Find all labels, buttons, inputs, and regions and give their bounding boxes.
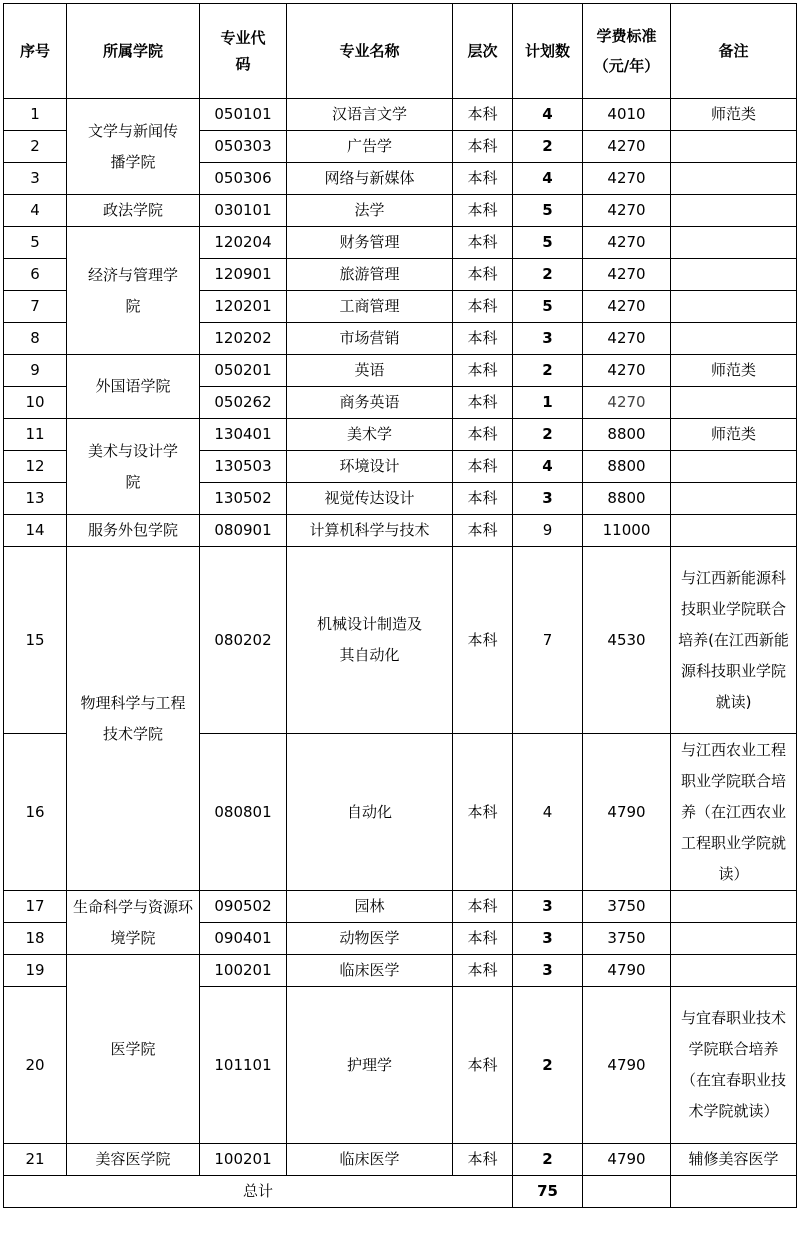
total-value: 75	[513, 1176, 583, 1208]
table-row	[4, 955, 797, 987]
header-row	[4, 4, 797, 99]
cell-code: 120901	[200, 259, 287, 291]
cell-note: 师范类	[671, 99, 797, 131]
cell-level: 本科	[453, 515, 513, 547]
enrollment-plan-table	[3, 3, 797, 1208]
cell-major: 汉语言文学	[287, 99, 453, 131]
table-row	[4, 891, 797, 923]
cell-level: 本科	[453, 195, 513, 227]
cell-note: 师范类	[671, 355, 797, 387]
table-row	[4, 547, 797, 734]
cell-code: 120202	[200, 323, 287, 355]
header-fee: 学费标准（元/年）	[583, 4, 671, 99]
cell-code: 050262	[200, 387, 287, 419]
cell-code: 120201	[200, 291, 287, 323]
cell-major: 环境设计	[287, 451, 453, 483]
cell-code: 080901	[200, 515, 287, 547]
cell-seq: 10	[4, 387, 67, 419]
cell-note	[671, 387, 797, 419]
header-note: 备注	[671, 4, 797, 99]
cell-fee: 4270	[583, 355, 671, 387]
cell-college: 美容医学院	[67, 1144, 200, 1176]
cell-note	[671, 163, 797, 195]
cell-note	[671, 515, 797, 547]
cell-seq: 4	[4, 195, 67, 227]
cell-level: 本科	[453, 955, 513, 987]
cell-level: 本科	[453, 355, 513, 387]
cell-fee: 4270	[583, 387, 671, 419]
cell-seq: 2	[4, 131, 67, 163]
cell-code: 130503	[200, 451, 287, 483]
cell-fee: 4790	[583, 1144, 671, 1176]
cell-plan: 2	[513, 355, 583, 387]
cell-major: 临床医学	[287, 1144, 453, 1176]
header-seq: 序号	[4, 4, 67, 99]
cell-college: 物理科学与工程技术学院	[67, 547, 200, 891]
cell-note	[671, 483, 797, 515]
cell-level: 本科	[453, 227, 513, 259]
cell-plan: 2	[513, 131, 583, 163]
header-code: 专业代码	[200, 4, 287, 99]
cell-major: 园林	[287, 891, 453, 923]
cell-note: 与江西新能源科技职业学院联合培养(在江西新能源科技职业学院就读)	[671, 547, 797, 734]
cell-plan: 2	[513, 1144, 583, 1176]
cell-college: 医学院	[67, 955, 200, 1144]
cell-note: 与宜春职业技术学院联合培养（在宜春职业技术学院就读）	[671, 987, 797, 1144]
cell-major: 动物医学	[287, 923, 453, 955]
cell-level: 本科	[453, 99, 513, 131]
cell-code: 100201	[200, 1144, 287, 1176]
cell-code: 050201	[200, 355, 287, 387]
cell-plan: 4	[513, 163, 583, 195]
table-row	[4, 515, 797, 547]
cell-major: 计算机科学与技术	[287, 515, 453, 547]
cell-level: 本科	[453, 891, 513, 923]
cell-fee: 4270	[583, 227, 671, 259]
cell-note-empty	[671, 1176, 797, 1208]
header-college: 所属学院	[67, 4, 200, 99]
cell-plan: 2	[513, 419, 583, 451]
cell-plan: 4	[513, 451, 583, 483]
cell-major: 市场营销	[287, 323, 453, 355]
cell-plan: 3	[513, 955, 583, 987]
cell-fee: 4790	[583, 987, 671, 1144]
cell-plan: 5	[513, 291, 583, 323]
cell-level: 本科	[453, 419, 513, 451]
cell-seq: 14	[4, 515, 67, 547]
table-row	[4, 1144, 797, 1176]
cell-fee: 8800	[583, 419, 671, 451]
cell-code: 050306	[200, 163, 287, 195]
cell-code: 120204	[200, 227, 287, 259]
cell-note	[671, 323, 797, 355]
table-row	[4, 355, 797, 387]
cell-note	[671, 131, 797, 163]
cell-seq: 3	[4, 163, 67, 195]
cell-fee: 4530	[583, 547, 671, 734]
cell-seq: 15	[4, 547, 67, 734]
cell-college: 生命科学与资源环境学院	[67, 891, 200, 955]
total-row	[4, 1176, 797, 1208]
cell-seq: 9	[4, 355, 67, 387]
cell-fee: 4270	[583, 323, 671, 355]
cell-plan: 5	[513, 227, 583, 259]
cell-fee: 4270	[583, 195, 671, 227]
cell-level: 本科	[453, 547, 513, 734]
cell-seq: 16	[4, 734, 67, 891]
header-level: 层次	[453, 4, 513, 99]
cell-fee: 8800	[583, 483, 671, 515]
cell-code: 130502	[200, 483, 287, 515]
cell-college: 政法学院	[67, 195, 200, 227]
cell-seq: 1	[4, 99, 67, 131]
cell-fee: 4270	[583, 291, 671, 323]
table-row	[4, 195, 797, 227]
cell-seq: 20	[4, 987, 67, 1144]
cell-major: 临床医学	[287, 955, 453, 987]
cell-major: 自动化	[287, 734, 453, 891]
cell-major: 护理学	[287, 987, 453, 1144]
cell-fee: 4270	[583, 131, 671, 163]
cell-code: 080801	[200, 734, 287, 891]
header-plan: 计划数	[513, 4, 583, 99]
cell-note	[671, 923, 797, 955]
cell-major: 机械设计制造及其自动化	[287, 547, 453, 734]
cell-seq: 21	[4, 1144, 67, 1176]
cell-level: 本科	[453, 1144, 513, 1176]
cell-plan: 3	[513, 923, 583, 955]
cell-seq: 6	[4, 259, 67, 291]
cell-fee: 3750	[583, 891, 671, 923]
cell-note: 师范类	[671, 419, 797, 451]
cell-level: 本科	[453, 323, 513, 355]
table-row	[4, 227, 797, 259]
cell-code: 090502	[200, 891, 287, 923]
cell-level: 本科	[453, 483, 513, 515]
cell-major: 广告学	[287, 131, 453, 163]
cell-major: 财务管理	[287, 227, 453, 259]
cell-note	[671, 227, 797, 259]
cell-major: 英语	[287, 355, 453, 387]
cell-level: 本科	[453, 387, 513, 419]
cell-fee: 8800	[583, 451, 671, 483]
cell-code: 130401	[200, 419, 287, 451]
cell-code: 080202	[200, 547, 287, 734]
cell-plan: 7	[513, 547, 583, 734]
cell-fee-empty	[583, 1176, 671, 1208]
cell-college: 外国语学院	[67, 355, 200, 419]
cell-seq: 5	[4, 227, 67, 259]
table-row	[4, 99, 797, 131]
cell-note	[671, 291, 797, 323]
cell-seq: 8	[4, 323, 67, 355]
cell-plan: 4	[513, 734, 583, 891]
cell-level: 本科	[453, 163, 513, 195]
cell-note	[671, 259, 797, 291]
cell-code: 030101	[200, 195, 287, 227]
cell-major: 视觉传达设计	[287, 483, 453, 515]
total-label: 总计	[4, 1176, 513, 1208]
table-row	[4, 419, 797, 451]
cell-fee: 4270	[583, 259, 671, 291]
cell-college: 文学与新闻传播学院	[67, 99, 200, 195]
cell-level: 本科	[453, 131, 513, 163]
cell-note	[671, 195, 797, 227]
cell-fee: 4790	[583, 734, 671, 891]
header-major: 专业名称	[287, 4, 453, 99]
cell-level: 本科	[453, 923, 513, 955]
cell-level: 本科	[453, 987, 513, 1144]
cell-fee: 3750	[583, 923, 671, 955]
cell-fee: 11000	[583, 515, 671, 547]
cell-seq: 11	[4, 419, 67, 451]
cell-plan: 3	[513, 891, 583, 923]
cell-note	[671, 891, 797, 923]
cell-plan: 3	[513, 483, 583, 515]
cell-plan: 9	[513, 515, 583, 547]
cell-level: 本科	[453, 734, 513, 891]
cell-seq: 18	[4, 923, 67, 955]
cell-seq: 17	[4, 891, 67, 923]
cell-plan: 4	[513, 99, 583, 131]
cell-fee: 4010	[583, 99, 671, 131]
cell-major: 美术学	[287, 419, 453, 451]
cell-major: 商务英语	[287, 387, 453, 419]
cell-major: 工商管理	[287, 291, 453, 323]
cell-code: 100201	[200, 955, 287, 987]
cell-seq: 7	[4, 291, 67, 323]
cell-code: 101101	[200, 987, 287, 1144]
cell-college: 服务外包学院	[67, 515, 200, 547]
cell-fee: 4790	[583, 955, 671, 987]
cell-major: 旅游管理	[287, 259, 453, 291]
cell-major: 法学	[287, 195, 453, 227]
cell-plan: 3	[513, 323, 583, 355]
cell-level: 本科	[453, 291, 513, 323]
cell-college: 经济与管理学院	[67, 227, 200, 355]
cell-seq: 19	[4, 955, 67, 987]
cell-note: 辅修美容医学	[671, 1144, 797, 1176]
cell-plan: 1	[513, 387, 583, 419]
cell-note	[671, 451, 797, 483]
cell-code: 090401	[200, 923, 287, 955]
cell-college: 美术与设计学院	[67, 419, 200, 515]
cell-fee: 4270	[583, 163, 671, 195]
cell-plan: 2	[513, 987, 583, 1144]
cell-note: 与江西农业工程职业学院联合培养（在江西农业工程职业学院就读）	[671, 734, 797, 891]
cell-code: 050101	[200, 99, 287, 131]
cell-seq: 12	[4, 451, 67, 483]
cell-seq: 13	[4, 483, 67, 515]
cell-plan: 5	[513, 195, 583, 227]
cell-plan: 2	[513, 259, 583, 291]
cell-level: 本科	[453, 451, 513, 483]
cell-code: 050303	[200, 131, 287, 163]
cell-note	[671, 955, 797, 987]
cell-major: 网络与新媒体	[287, 163, 453, 195]
cell-level: 本科	[453, 259, 513, 291]
